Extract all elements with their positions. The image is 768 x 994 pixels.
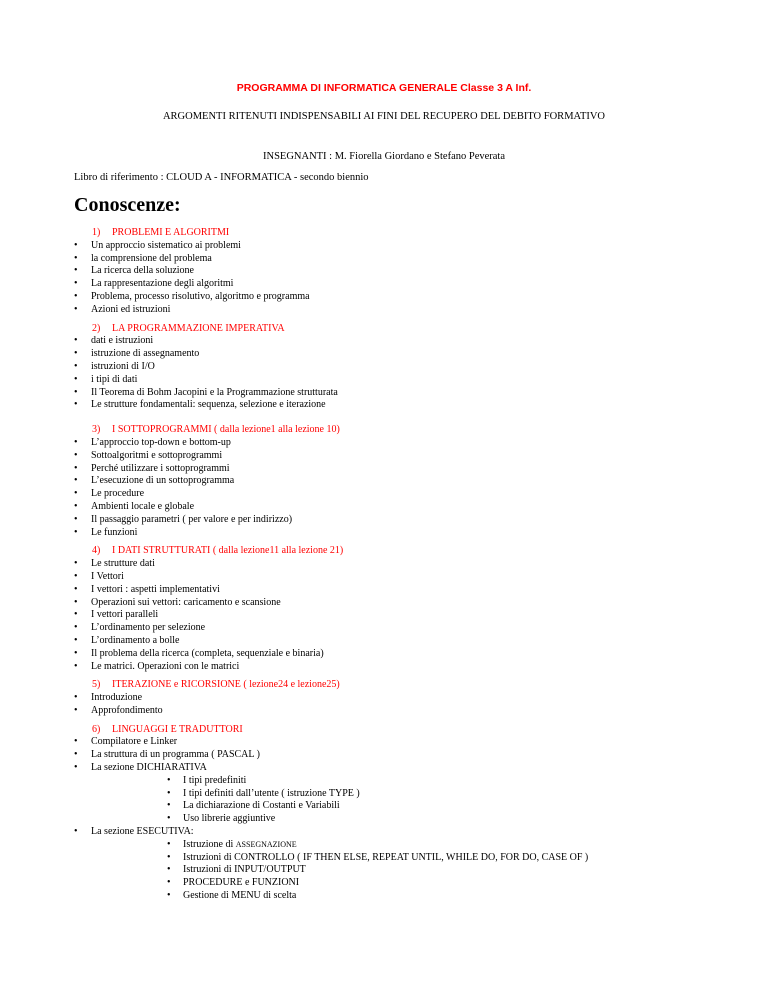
- section-4: [0, 545, 768, 673]
- sub-list-item: • PROCEDURE e FUNZIONI: [0, 877, 768, 890]
- list-item: • la comprensione del problema: [0, 253, 768, 266]
- content: [0, 227, 768, 909]
- document-subtitle: ARGOMENTI RITENUTI INDISPENSABILI AI FINI DEL RECUPERO DEL DEBITO FORMATIVO: [162, 111, 606, 122]
- section-1: [0, 227, 768, 317]
- list-item: • L’ordinamento a bolle: [0, 635, 768, 648]
- section-list: [0, 736, 768, 902]
- section-list: [0, 335, 768, 412]
- list-item: • Il passaggio parametri ( per valore e per indirizzo): [0, 514, 768, 527]
- list-item: • Ambienti locale e globale: [0, 501, 768, 514]
- list-item: • I Vettori: [0, 571, 768, 584]
- section-3: [0, 424, 768, 539]
- sub-list-item: • Istruzioni di CONTROLLO ( IF THEN ELSE, REPEAT UNTIL, WHILE DO, FOR DO, CASE OF ): [0, 852, 768, 865]
- list-item: • Sottoalgoritmi e sottoprogrammi: [0, 450, 768, 463]
- list-item: • Le funzioni: [0, 527, 768, 540]
- list-item: • I vettori : aspetti implementativi: [0, 584, 768, 597]
- sub-list-item: • Istruzione di ASSEGNAZIONE: [0, 839, 768, 852]
- list-item: • Il Teorema di Bohm Jacopini e la Programmazione strutturata: [0, 387, 768, 400]
- section-6: [0, 724, 768, 903]
- list-item: • La rappresentazione degli algoritmi: [0, 278, 768, 291]
- list-item: • Il problema della ricerca (completa, sequenziale e binaria): [0, 648, 768, 661]
- teachers-line: INSEGNANTI : M. Fiorella Giordano e Stefano Peverata: [262, 151, 506, 162]
- textbook-line: Libro di riferimento : CLOUD A - INFORMATICA - secondo biennio: [74, 172, 369, 183]
- list-item: • Operazioni sui vettori: caricamento e scansione: [0, 597, 768, 610]
- list-item: • Perché utilizzare i sottoprogrammi: [0, 463, 768, 476]
- section-5: [0, 679, 768, 717]
- section-title: 2) LA PROGRAMMAZIONE IMPERATIVA: [92, 322, 285, 334]
- list-item: • La sezione ESECUTIVA:: [0, 826, 768, 839]
- list-item: • L’approccio top-down e bottom-up: [0, 437, 768, 450]
- section-title: 5) ITERAZIONE e RICORSIONE ( lezione24 e lezione25): [92, 679, 340, 691]
- list-item: • Le matrici. Operazioni con le matrici: [0, 661, 768, 674]
- section-title: 6) LINGUAGGI E TRADUTTORI: [92, 723, 243, 735]
- list-item: • Approfondimento: [0, 705, 768, 718]
- section-title: 3) I SOTTOPROGRAMMI ( dalla lezione1 alla lezione 10): [92, 424, 340, 436]
- list-item: • istruzione di assegnamento: [0, 348, 768, 361]
- list-item: • L’ordinamento per selezione: [0, 622, 768, 635]
- list-item: • Le strutture dati: [0, 558, 768, 571]
- sub-list-item: • I tipi definiti dall’utente ( istruzione TYPE ): [0, 788, 768, 801]
- list-item: • Problema, processo risolutivo, algoritmo e programma: [0, 291, 768, 304]
- list-item: • La struttura di un programma ( PASCAL ): [0, 749, 768, 762]
- list-item: • La ricerca della soluzione: [0, 265, 768, 278]
- list-item: • i tipi di dati: [0, 374, 768, 387]
- section-list: [0, 437, 768, 539]
- list-item: • Le procedure: [0, 488, 768, 501]
- list-item: • Un approccio sistematico ai problemi: [0, 240, 768, 253]
- list-item: • La sezione DICHIARATIVA: [0, 762, 768, 775]
- section-list: [0, 240, 768, 317]
- sub-list-item: • I tipi predefiniti: [0, 775, 768, 788]
- section-title: 4) I DATI STRUTTURATI ( dalla lezione11 alla lezione 21): [92, 545, 344, 557]
- list-item: • Compilatore e Linker: [0, 736, 768, 749]
- section-2: [0, 323, 768, 413]
- sub-list-item: • Gestione di MENU di scelta: [0, 890, 768, 903]
- sub-list-item: • Uso librerie aggiuntive: [0, 813, 768, 826]
- section-heading: Conoscenze:: [74, 194, 181, 216]
- list-item: • istruzioni di I/O: [0, 361, 768, 374]
- document-title: PROGRAMMA DI INFORMATICA GENERALE Classe 3 A Inf.: [236, 82, 532, 94]
- list-item: • Le strutture fondamentali: sequenza, selezione e iterazione: [0, 399, 768, 412]
- section-title: 1) PROBLEMI E ALGORITMI: [92, 227, 230, 238]
- section-list: [0, 692, 768, 718]
- list-item: • L’esecuzione di un sottoprogramma: [0, 475, 768, 488]
- list-item: • I vettori paralleli: [0, 609, 768, 622]
- sub-list-item: • Istruzioni di INPUT/OUTPUT: [0, 864, 768, 877]
- sub-list-item: • La dichiarazione di Costanti e Variabili: [0, 800, 768, 813]
- list-item: • Introduzione: [0, 692, 768, 705]
- section-list: [0, 558, 768, 673]
- list-item: • Azioni ed istruzioni: [0, 304, 768, 317]
- list-item: • dati e istruzioni: [0, 335, 768, 348]
